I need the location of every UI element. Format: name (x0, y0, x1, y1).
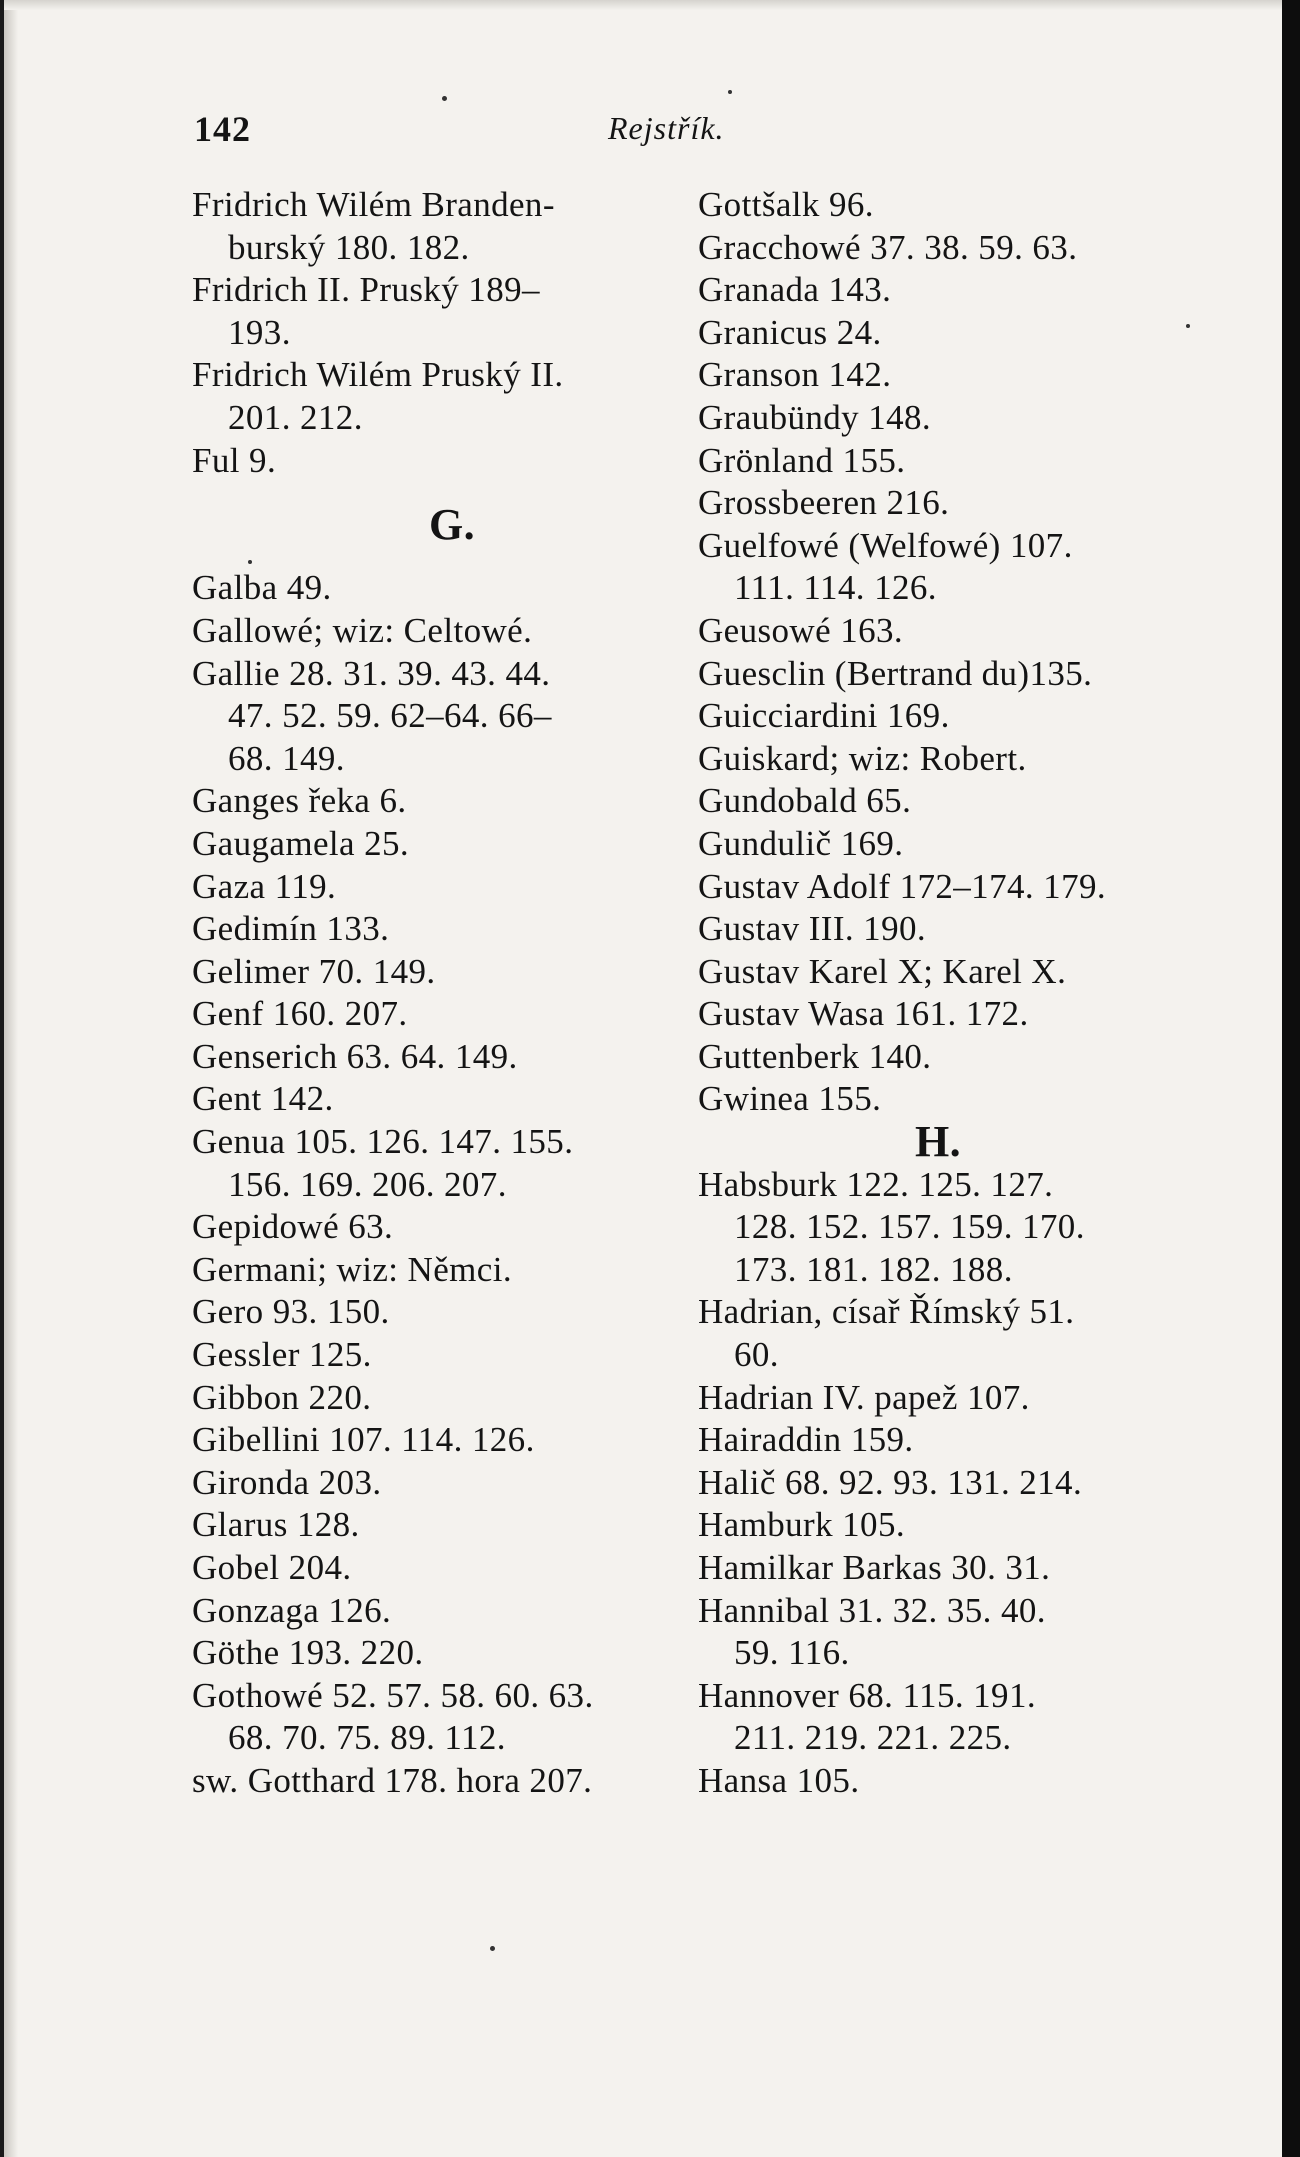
index-entry: Genua 105. 126. 147. 155. (192, 1122, 574, 1162)
index-entry: Hansa 105. (698, 1760, 860, 1800)
index-entry: Granicus 24. (698, 312, 882, 352)
index-entry: Gustav Wasa 161. 172. (698, 994, 1029, 1034)
index-entry-continuation: 68. 70. 75. 89. 112. (228, 1718, 506, 1758)
index-entry: Hannover 68. 115. 191. (698, 1675, 1037, 1715)
index-entry: Gaza 119. (192, 866, 337, 906)
index-entry: Ganges řeka 6. (192, 781, 407, 821)
index-entry-continuation: burský 180. 182. (228, 227, 470, 267)
index-entry: Granson 142. (698, 355, 892, 395)
index-entry: Hamburk 105. (698, 1505, 905, 1545)
index-entry: Gallie 28. 31. 39. 43. 44. (192, 653, 551, 693)
index-entry: Graubündy 148. (698, 397, 932, 437)
book-page (4, 0, 1284, 2157)
index-entry: Guicciardini 169. (698, 696, 950, 736)
index-entry-continuation: 47. 52. 59. 62–64. 66– (228, 696, 552, 736)
index-entry: Gaugamela 25. (192, 823, 410, 863)
index-entry: Gedimín 133. (192, 909, 390, 949)
page-edge-shadow (1282, 0, 1300, 2157)
index-entry: Hannibal 31. 32. 35. 40. (698, 1590, 1046, 1630)
index-entry: sw. Gotthard 178. hora 207. (192, 1760, 593, 1800)
index-entry: Gobel 204. (192, 1548, 352, 1587)
print-speck (442, 96, 447, 101)
index-entry: Grönland 155. (698, 440, 906, 480)
index-entry: Guesclin (Bertrand du)135. (698, 653, 1093, 693)
index-entry-continuation: 128. 152. 157. 159. 170. (734, 1207, 1085, 1247)
section-letter-heading: H. (914, 1117, 962, 1167)
index-entry: Gustav Adolf 172–174. 179. (698, 866, 1107, 906)
index-entry: Gwinea 155. (698, 1079, 882, 1119)
index-entry: Germani; wiz: Němci. (192, 1249, 512, 1289)
index-entry: Gent 142. (192, 1079, 334, 1119)
section-letter-heading: G. (428, 500, 476, 550)
index-entry: Gepidowé 63. (192, 1207, 394, 1247)
index-entry: Habsburk 122. 125. 127. (698, 1164, 1054, 1204)
index-entry: Gibbon 220. (192, 1377, 372, 1417)
index-entry-continuation: 59. 116. (734, 1633, 850, 1673)
index-entry: Granada 143. (698, 270, 892, 310)
index-entry: Gallowé; wiz: Celtowé. (192, 610, 533, 650)
index-entry: Fridrich Wilém Pruský II. (192, 355, 564, 395)
index-entry: Genserich 63. 64. 149. (192, 1036, 518, 1076)
index-entry-continuation: 111. 114. 126. (734, 568, 937, 608)
index-entry: Genf 160. 207. (192, 994, 408, 1034)
running-title: Rejstřík. (608, 110, 725, 146)
index-entry: Hadrian IV. papež 107. (698, 1377, 1030, 1417)
index-entry-continuation: 193. (228, 312, 291, 352)
index-entry: Guiskard; wiz: Robert. (698, 738, 1027, 778)
index-entry-continuation: 201. 212. (228, 397, 363, 437)
page-header (194, 108, 754, 154)
print-speck (248, 560, 252, 564)
index-entry: Gothowé 52. 57. 58. 60. 63. (192, 1675, 594, 1715)
index-entry-continuation: 173. 181. 182. 188. (734, 1249, 1013, 1289)
index-entry: Hadrian, císař Římský 51. (698, 1292, 1075, 1332)
index-entry-continuation: 211. 219. 221. 225. (734, 1718, 1012, 1758)
index-entry: Guelfowé (Welfowé) 107. (698, 525, 1073, 565)
page-number: 142 (194, 109, 251, 149)
index-entry: Fridrich Wilém Branden- (192, 185, 555, 224)
index-entry: Gonzaga 126. (192, 1590, 392, 1630)
index-entry-continuation: 60. (734, 1335, 779, 1375)
index-entry: Ful 9. (192, 440, 277, 480)
index-entry: Göthe 193. 220. (192, 1633, 424, 1673)
index-entry: Grossbeeren 216. (698, 483, 950, 523)
index-entry: Gustav III. 190. (698, 909, 927, 949)
index-entry: Hamilkar Barkas 30. 31. (698, 1548, 1051, 1587)
index-entry: Hairaddin 159. (698, 1420, 914, 1460)
index-entry: Galba 49. (192, 568, 332, 608)
index-entry-continuation: 68. 149. (228, 738, 345, 778)
print-speck (1186, 324, 1190, 328)
index-entry: Gessler 125. (192, 1335, 372, 1375)
index-entry-continuation: 156. 169. 206. 207. (228, 1164, 507, 1204)
index-entry: Guttenberk 140. (698, 1036, 932, 1076)
index-entry: Halič 68. 92. 93. 131. 214. (698, 1462, 1083, 1502)
index-entry: Glarus 128. (192, 1505, 360, 1545)
index-entry: Gibellini 107. 114. 126. (192, 1420, 535, 1460)
index-column-left (192, 184, 692, 1803)
index-entry: Gustav Karel X; Karel X. (698, 951, 1067, 991)
print-speck (728, 90, 732, 94)
index-entry: Fridrich II. Pruský 189– (192, 270, 540, 310)
index-entry: Gero 93. 150. (192, 1292, 390, 1332)
index-entry: Gundulič 169. (698, 823, 904, 863)
index-entry: Gelimer 70. 149. (192, 951, 436, 991)
index-entry: Gracchowé 37. 38. 59. 63. (698, 227, 1078, 267)
index-column-right (698, 184, 1178, 1803)
index-entry: Gironda 203. (192, 1462, 382, 1502)
print-speck (490, 1946, 495, 1951)
index-entry: Geusowé 163. (698, 610, 904, 650)
index-entry: Gottšalk 96. (698, 185, 874, 224)
index-entry: Gundobald 65. (698, 781, 912, 821)
